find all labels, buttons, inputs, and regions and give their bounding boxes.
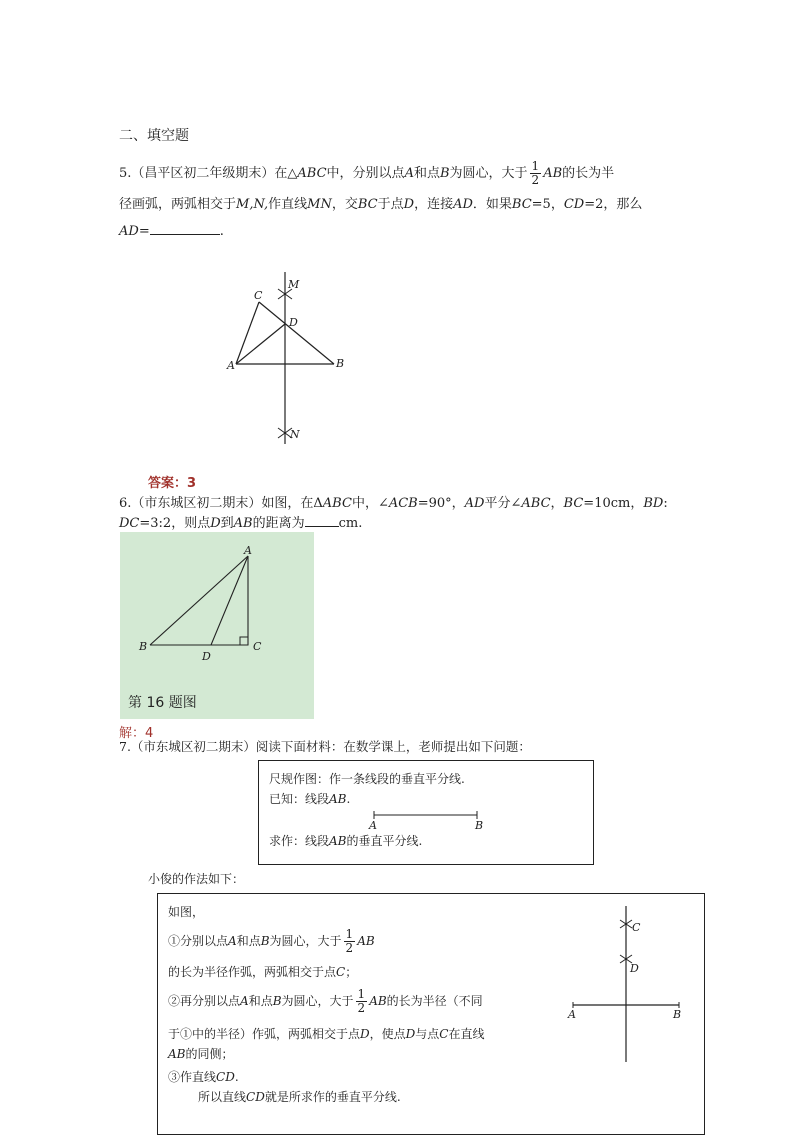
box2-var: B bbox=[272, 994, 282, 1008]
q6-var: BC bbox=[563, 496, 584, 511]
q6-text: 中，∠ bbox=[351, 496, 389, 511]
box1-text: 已知：线段 bbox=[269, 792, 330, 806]
q6-var: ABC bbox=[521, 496, 551, 511]
segment-da bbox=[211, 556, 248, 645]
box1-text: 的垂直平分线. bbox=[346, 834, 423, 848]
box1-var: AB bbox=[329, 792, 347, 806]
q5-line-3 bbox=[119, 220, 224, 242]
q5-var: CD bbox=[563, 197, 585, 212]
label-c: C bbox=[253, 640, 262, 653]
fraction-denominator: 2 bbox=[357, 1001, 366, 1015]
box2-figure bbox=[563, 904, 693, 1064]
q6-text: 的距离为 bbox=[252, 516, 305, 531]
box1-text: . bbox=[346, 792, 351, 806]
box2-line-2 bbox=[168, 928, 375, 955]
q5-var: AD bbox=[119, 224, 139, 239]
fraction-denominator: 2 bbox=[531, 173, 540, 187]
q5-text: ，连接 bbox=[414, 197, 454, 212]
box2-text: 就是所求作的垂直平分线. bbox=[264, 1090, 401, 1104]
label-a: A bbox=[227, 359, 235, 372]
label-a: A bbox=[568, 1008, 576, 1021]
figure-caption: 第 16 题图 bbox=[128, 695, 197, 711]
q6-var: DC bbox=[119, 516, 140, 531]
box2-var: AB bbox=[357, 934, 375, 948]
box2-line-6 bbox=[168, 1044, 234, 1064]
segment-ba bbox=[150, 556, 248, 645]
box2-text: . bbox=[234, 1070, 239, 1084]
q6-text: =90°， bbox=[417, 496, 465, 511]
label-d: D bbox=[289, 316, 298, 329]
q7-problem-box bbox=[258, 760, 594, 865]
q5-line-1 bbox=[119, 160, 614, 187]
q5-var: D bbox=[403, 197, 415, 212]
label-b: B bbox=[139, 640, 148, 653]
box2-text: 的长为半径作弧，两弧相交于点 bbox=[168, 965, 337, 979]
q5-text: . bbox=[219, 224, 224, 239]
q5-var: BC bbox=[511, 197, 532, 212]
q6-var: D bbox=[210, 516, 221, 531]
q5-var: BC bbox=[357, 197, 378, 212]
box2-text: 和点 bbox=[236, 934, 261, 948]
label-m: M bbox=[288, 278, 300, 291]
box2-var: D bbox=[360, 1027, 370, 1041]
right-angle-mark bbox=[240, 637, 248, 645]
q7-method-intro: 小俊的作法如下： bbox=[148, 872, 245, 886]
box2-text: 于①中的半径）作弧，两弧相交于点 bbox=[168, 1027, 361, 1041]
q6-var: AB bbox=[233, 516, 253, 531]
q5-text: 为圆心，大于 bbox=[449, 166, 528, 181]
box2-text: ，使点 bbox=[369, 1027, 406, 1041]
box2-var: AB bbox=[168, 1047, 186, 1061]
box2-text: ②再分别以点 bbox=[168, 994, 241, 1008]
box1-text: 求作：线段 bbox=[269, 834, 330, 848]
box2-text: 所以直线 bbox=[198, 1090, 247, 1104]
q6-text: 6.（市东城区初二期末）如图，在Δ bbox=[119, 496, 323, 511]
box2-text: ①分别以点 bbox=[168, 934, 229, 948]
q7-intro: 7.（市东城区初二期末）阅读下面材料：在数学课上，老师提出如下问题： bbox=[119, 739, 531, 754]
box2-text: 在直线 bbox=[448, 1027, 485, 1041]
q6-figure bbox=[120, 532, 314, 692]
label-a: A bbox=[369, 819, 377, 832]
label-b: B bbox=[336, 357, 345, 370]
q5-text: =2，那么 bbox=[584, 197, 643, 212]
q5-text: 和点 bbox=[413, 166, 440, 181]
q5-line-2 bbox=[119, 195, 642, 215]
q6-var: BD bbox=[643, 496, 664, 511]
q6-text: =3:2，则点 bbox=[139, 516, 211, 531]
box1-line-1: 尺规作图：作一条线段的垂直平分线. bbox=[269, 772, 465, 786]
box2-text: 和点 bbox=[248, 994, 273, 1008]
q6-var: ACB bbox=[388, 496, 418, 511]
box2-text: 与点 bbox=[415, 1027, 440, 1041]
q5-text: ．如果 bbox=[472, 197, 512, 212]
label-n: N bbox=[290, 428, 300, 441]
box2-var: A bbox=[228, 934, 237, 948]
box2-var: D bbox=[405, 1027, 416, 1041]
box2-var: C bbox=[336, 965, 346, 979]
q6-figure-panel bbox=[120, 532, 314, 719]
label-c: C bbox=[632, 921, 641, 934]
q5-text: 作直线 bbox=[268, 197, 308, 212]
q6-text: 到 bbox=[220, 516, 234, 531]
label-d: D bbox=[630, 962, 639, 975]
q5-text: = bbox=[138, 224, 150, 239]
q5-var: AD bbox=[453, 197, 473, 212]
box1-line-3 bbox=[269, 831, 422, 851]
segment-cb bbox=[259, 302, 334, 364]
q5-answer: 答案：3 bbox=[148, 476, 197, 491]
box2-text: 为圆心，大于 bbox=[269, 934, 342, 948]
box2-fraction bbox=[344, 928, 356, 955]
label-a: A bbox=[244, 544, 252, 557]
q6-text: =10cm， bbox=[583, 496, 644, 511]
label-d: D bbox=[202, 650, 211, 663]
box2-line-4 bbox=[168, 988, 483, 1015]
q6-text: cm. bbox=[338, 516, 363, 531]
q6-line-2 bbox=[119, 512, 362, 534]
q5-text: 5.（昌平区初二年级期末）在△ bbox=[119, 166, 298, 181]
box2-var: C bbox=[439, 1027, 449, 1041]
label-b: B bbox=[673, 1008, 682, 1021]
q5-var: A bbox=[404, 166, 414, 181]
box2-line-5 bbox=[168, 1024, 485, 1044]
label-b: B bbox=[475, 819, 484, 832]
box2-line-3 bbox=[168, 962, 357, 982]
q6-text: ， bbox=[550, 496, 564, 511]
box2-var: CD bbox=[246, 1090, 265, 1104]
box1-segment-figure bbox=[359, 807, 489, 833]
box2-line-7 bbox=[168, 1067, 239, 1087]
q5-figure bbox=[222, 268, 352, 448]
answer-blank[interactable] bbox=[305, 512, 339, 527]
q5-fraction bbox=[530, 160, 542, 187]
box2-text: 的长为半径（不同 bbox=[386, 994, 483, 1008]
q5-text: 径画弧，两弧相交于 bbox=[119, 197, 237, 212]
box2-line-1: 如图， bbox=[168, 905, 205, 919]
box2-text: ； bbox=[345, 965, 358, 979]
box2-var: A bbox=[240, 994, 249, 1008]
q7-method-box bbox=[157, 893, 705, 1135]
q6-text: : bbox=[663, 496, 668, 511]
q5-var: B bbox=[439, 166, 450, 181]
q5-var: ABC bbox=[297, 166, 327, 181]
box2-fraction bbox=[356, 988, 368, 1015]
q5-var: M,N, bbox=[236, 197, 269, 212]
box2-var: CD bbox=[216, 1070, 235, 1084]
box2-text: ③作直线 bbox=[168, 1070, 217, 1084]
box2-var: B bbox=[260, 934, 270, 948]
q6-var: ABC bbox=[322, 496, 352, 511]
label-c: C bbox=[254, 289, 263, 302]
box2-text: 为圆心，大于 bbox=[281, 994, 354, 1008]
box2-text: 的同侧； bbox=[185, 1047, 234, 1061]
answer-blank[interactable] bbox=[150, 220, 220, 235]
q6-line-1 bbox=[119, 494, 668, 514]
section-heading: 二、填空题 bbox=[119, 128, 189, 144]
q6-var: AD bbox=[464, 496, 485, 511]
fraction-numerator: 1 bbox=[531, 159, 540, 173]
q5-text: 中，分别以点 bbox=[326, 166, 405, 181]
q5-var: AB bbox=[543, 166, 563, 181]
box2-line-8 bbox=[198, 1087, 401, 1107]
q5-text: =5， bbox=[531, 197, 564, 212]
box1-line-2 bbox=[269, 789, 350, 809]
q6-solution: 解：4 bbox=[119, 726, 154, 741]
fraction-numerator: 1 bbox=[345, 927, 354, 941]
q5-text: ，交 bbox=[331, 197, 358, 212]
q6-text: 平分∠ bbox=[484, 496, 522, 511]
fraction-numerator: 1 bbox=[357, 987, 366, 1001]
q5-text: 的长为半 bbox=[562, 166, 615, 181]
q5-text: 于点 bbox=[377, 197, 404, 212]
box2-var: AB bbox=[369, 994, 387, 1008]
fraction-denominator: 2 bbox=[345, 941, 354, 955]
q5-var: MN bbox=[307, 197, 332, 212]
box1-var: AB bbox=[329, 834, 347, 848]
